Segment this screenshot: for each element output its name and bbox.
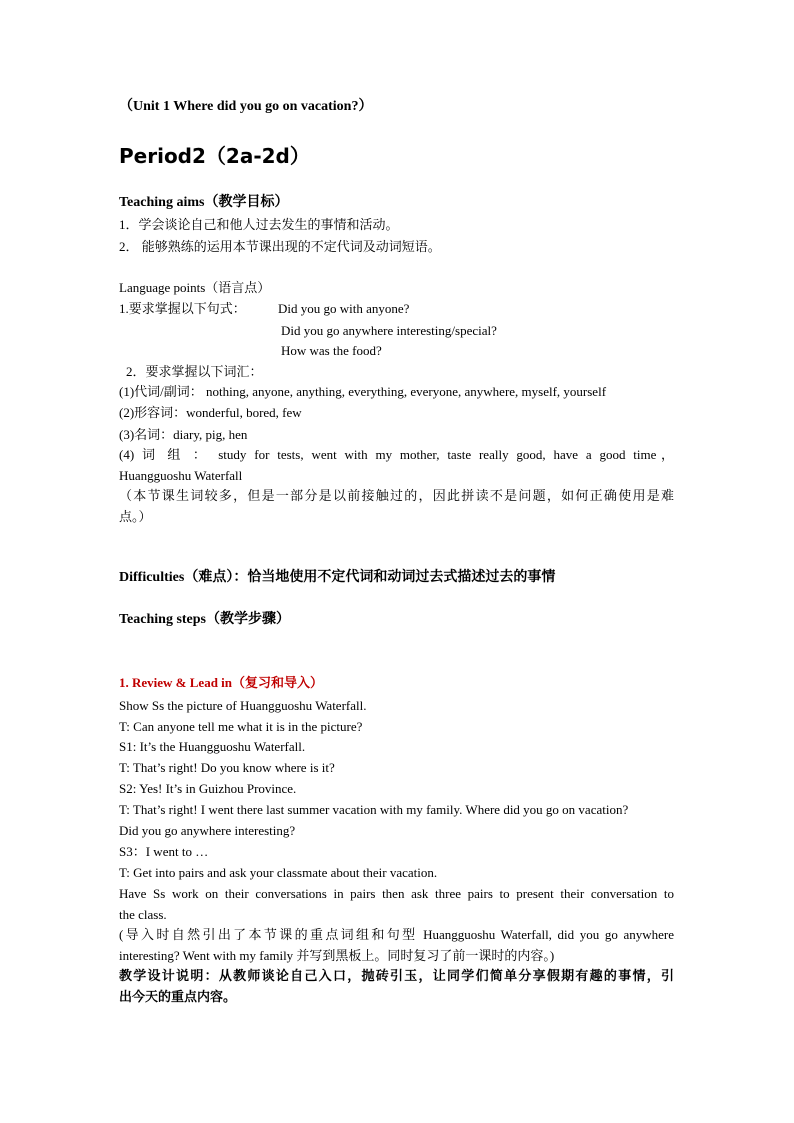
phrases-line: (4) 词 组 ： study for tests, went with my mother, taste really good, have a good time，	[119, 447, 674, 462]
instruction-line: Have Ss work on their conversations in pairs then ask three pairs to present their conversation to	[119, 886, 674, 901]
difficulties-text: 恰当地使用不定代词和动词过去式描述过去的事情	[247, 570, 556, 585]
vocab-note: 点。）	[119, 509, 152, 524]
dialogue-line: S2: Yes! It’s in Guizhou Province.	[119, 781, 297, 796]
teaching-steps-heading: Teaching steps（教学步骤）	[119, 612, 291, 627]
lead-in-note: (导入时自然引出了本节课的重点词组和句型 Huangguoshu Waterfall, did you go anywhere	[119, 927, 674, 942]
vocab-item: (1)代词/副词： nothing, anyone, anything, everything, everyone, anywhere, myself, yourself	[119, 384, 607, 399]
teaching-aims-heading: Teaching aims（教学目标）	[119, 195, 289, 210]
difficulties-line	[119, 569, 555, 587]
vocab-note: （本节课生词较多，但是一部分是以前接触过的，因此拼读不是问题，如何正确使用是难	[119, 488, 674, 503]
lead-in-note: interesting? Went with my family 并写到黑板上。同时复习了前一课时的内容。)	[119, 948, 555, 963]
sentence-item: Did you go anywhere interesting/special?	[281, 323, 497, 338]
difficulties-label: Difficulties（难点）：	[119, 570, 248, 585]
sentence-intro: 1.要求掌握以下句式：	[119, 301, 246, 316]
design-note: 教学设计说明：从教师谈论自己入口，抛砖引玉，让同学们简单分享假期有趣的事情，引	[119, 968, 674, 983]
sentence-item: Did you go with anyone?	[278, 301, 410, 316]
period-title: Period2（2a-2d）	[119, 144, 310, 168]
dialogue-line: T: That’s right! Do you know where is it?	[119, 760, 335, 775]
vocab-item: (2)形容词：wonderful, bored, few	[119, 405, 302, 420]
vocab-item: (3)名词：diary, pig, hen	[119, 427, 248, 442]
phrases-line: Huangguoshu Waterfall	[119, 468, 243, 483]
vocab-intro: 2．要求掌握以下词汇：	[126, 364, 263, 379]
design-note: 出今天的重点内容。	[119, 989, 237, 1004]
instruction-line: the class.	[119, 907, 167, 922]
dialogue-line: T: That’s right! I went there last summer vacation with my family. Where did you go on vacation?	[119, 802, 629, 817]
unit-title: （Unit 1 Where did you go on vacation?）	[119, 99, 373, 114]
aim-item: 1．学会谈论自己和他人过去发生的事情和活动。	[119, 217, 399, 232]
aim-item: 2． 能够熟练的运用本节课出现的不定代词及动词短语。	[119, 239, 441, 254]
dialogue-line: Show Ss the picture of Huangguoshu Waterfall.	[119, 698, 367, 713]
dialogue-line: S1: It’s the Huangguoshu Waterfall.	[119, 739, 306, 754]
step1-heading: 1. Review & Lead in（复习和导入）	[119, 675, 324, 690]
dialogue-line: S3：I went to …	[119, 844, 209, 859]
dialogue-line: T: Get into pairs and ask your classmate about their vacation.	[119, 865, 438, 880]
language-points-heading: Language points（语言点）	[119, 280, 271, 295]
dialogue-line: Did you go anywhere interesting?	[119, 823, 296, 838]
dialogue-line: T: Can anyone tell me what it is in the picture?	[119, 719, 363, 734]
sentence-item: How was the food?	[281, 343, 382, 358]
